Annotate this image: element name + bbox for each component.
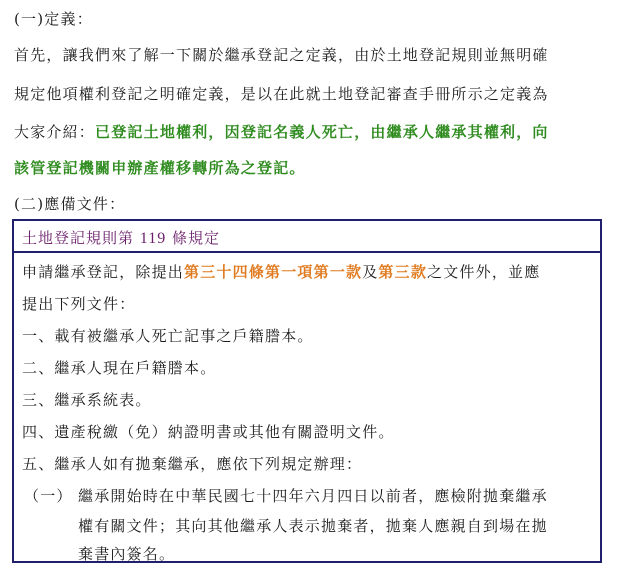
regulation-intro-line-2: 提出下列文件： xyxy=(22,295,136,313)
intro-text-c: 之文件外，並應 xyxy=(427,263,541,281)
intro-text-a: 申請繼承登記，除提出 xyxy=(22,263,185,281)
intro-highlight-2: 第三款 xyxy=(378,263,428,281)
sub-item-line-1: 繼承開始時在中華民國七十四年六月四日以前者，應檢附拋棄繼承 xyxy=(78,487,548,505)
regulation-intro-line-1 xyxy=(22,261,540,282)
regulation-title xyxy=(22,227,220,248)
regulation-title-pre: 土地登記規則第 xyxy=(22,229,140,247)
intro-text-b: 及 xyxy=(362,263,379,281)
definition-line-3 xyxy=(14,121,549,142)
definition-intro: 大家介紹： xyxy=(14,123,96,141)
sub-item-label: （一） xyxy=(24,487,73,505)
definition-line-1: 首先，讓我們來了解一下關於繼承登記之定義，由於土地登記規則並無明確 xyxy=(14,46,549,64)
document-item-5: 五、繼承人如有拋棄繼承，應依下列規定辦理： xyxy=(22,455,363,473)
section2-heading: (二)應備文件： xyxy=(14,195,126,213)
regulation-article-number: 119 xyxy=(139,230,167,247)
regulation-box-header xyxy=(14,221,600,253)
regulation-title-post: 條規定 xyxy=(166,229,220,247)
section1-heading: (一)定義： xyxy=(14,10,93,28)
document-item-1: 一、載有被繼承人死亡記事之戶籍謄本。 xyxy=(22,327,314,345)
definition-highlight-1: 已登記土地權利，因登記名義人死亡，由繼承人繼承其權利，向 xyxy=(95,123,549,141)
definition-line-2: 規定他項權利登記之明確定義，是以在此就土地登記審查手冊所示之定義為 xyxy=(14,85,549,103)
sub-item-line-2: 權有關文件；其向其他繼承人表示拋棄者，拋棄人應親自到場在拋 xyxy=(78,517,548,535)
document-item-4: 四、遺產稅繳（免）納證明書或其他有關證明文件。 xyxy=(22,423,395,441)
document-item-2: 二、繼承人現在戶籍謄本。 xyxy=(22,359,217,377)
definition-line-4: 該管登記機關申辦產權移轉所為之登記。 xyxy=(14,159,306,177)
regulation-box xyxy=(12,219,602,563)
document-item-3: 三、繼承系統表。 xyxy=(22,391,152,409)
sub-item-line-3: 棄書內簽名。 xyxy=(78,545,176,563)
intro-highlight-1: 第三十四條第一項第一款 xyxy=(184,263,363,281)
